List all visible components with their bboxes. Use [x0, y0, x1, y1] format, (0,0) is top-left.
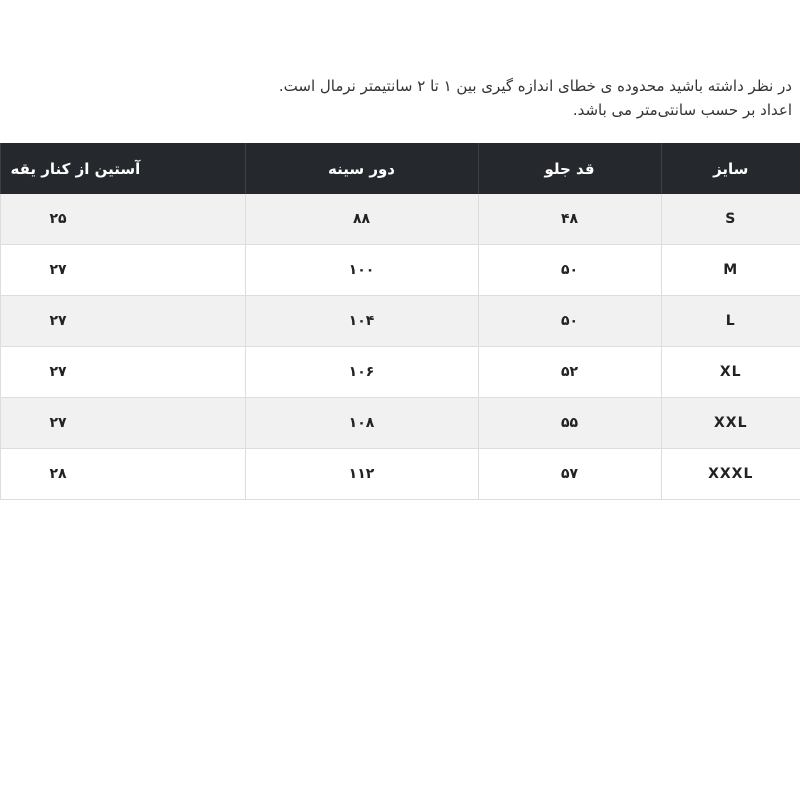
table-body — [0, 194, 800, 500]
header-size: سایز — [661, 143, 800, 194]
cell-sleeve: ۲۷ — [0, 347, 245, 398]
header-front-length: قد جلو — [478, 143, 661, 194]
table-row — [0, 296, 800, 347]
table-row — [0, 449, 800, 500]
table-row — [0, 347, 800, 398]
cell-chest: ۱۰۰ — [245, 245, 478, 296]
cell-size: M — [661, 245, 800, 296]
cell-front-length: ۵۲ — [478, 347, 661, 398]
cell-chest: ۱۰۸ — [245, 398, 478, 449]
cell-chest: ۸۸ — [245, 194, 478, 245]
size-notes — [92, 74, 792, 122]
cell-size: L — [661, 296, 800, 347]
header-row — [0, 143, 800, 194]
cell-sleeve: ۲۷ — [0, 398, 245, 449]
cell-chest: ۱۰۶ — [245, 347, 478, 398]
cell-sleeve: ۲۵ — [0, 194, 245, 245]
cell-front-length: ۵۵ — [478, 398, 661, 449]
size-chart-container — [0, 143, 800, 500]
cell-size: XXXL — [661, 449, 800, 500]
cell-front-length: ۵۰ — [478, 245, 661, 296]
table-row — [0, 398, 800, 449]
cell-sleeve: ۲۷ — [0, 245, 245, 296]
cell-front-length: ۵۰ — [478, 296, 661, 347]
header-sleeve: آستین از کنار یقه — [0, 143, 245, 194]
table-row — [0, 194, 800, 245]
cell-sleeve: ۲۷ — [0, 296, 245, 347]
cell-size: S — [661, 194, 800, 245]
cell-sleeve: ۲۸ — [0, 449, 245, 500]
cell-front-length: ۵۷ — [478, 449, 661, 500]
cell-size: XL — [661, 347, 800, 398]
cell-front-length: ۴۸ — [478, 194, 661, 245]
cell-chest: ۱۰۴ — [245, 296, 478, 347]
header-chest: دور سینه — [245, 143, 478, 194]
units-note: اعداد بر حسب سانتی‌متر می باشد. — [572, 101, 792, 119]
measurement-error-note: در نظر داشته باشید محدوده ی خطای اندازه گیری بین ۱ تا ۲ سانتیمتر نرمال است. — [278, 77, 792, 95]
size-chart-table — [0, 143, 800, 500]
table-header — [0, 143, 800, 194]
cell-chest: ۱۱۲ — [245, 449, 478, 500]
cell-size: XXL — [661, 398, 800, 449]
table-row — [0, 245, 800, 296]
